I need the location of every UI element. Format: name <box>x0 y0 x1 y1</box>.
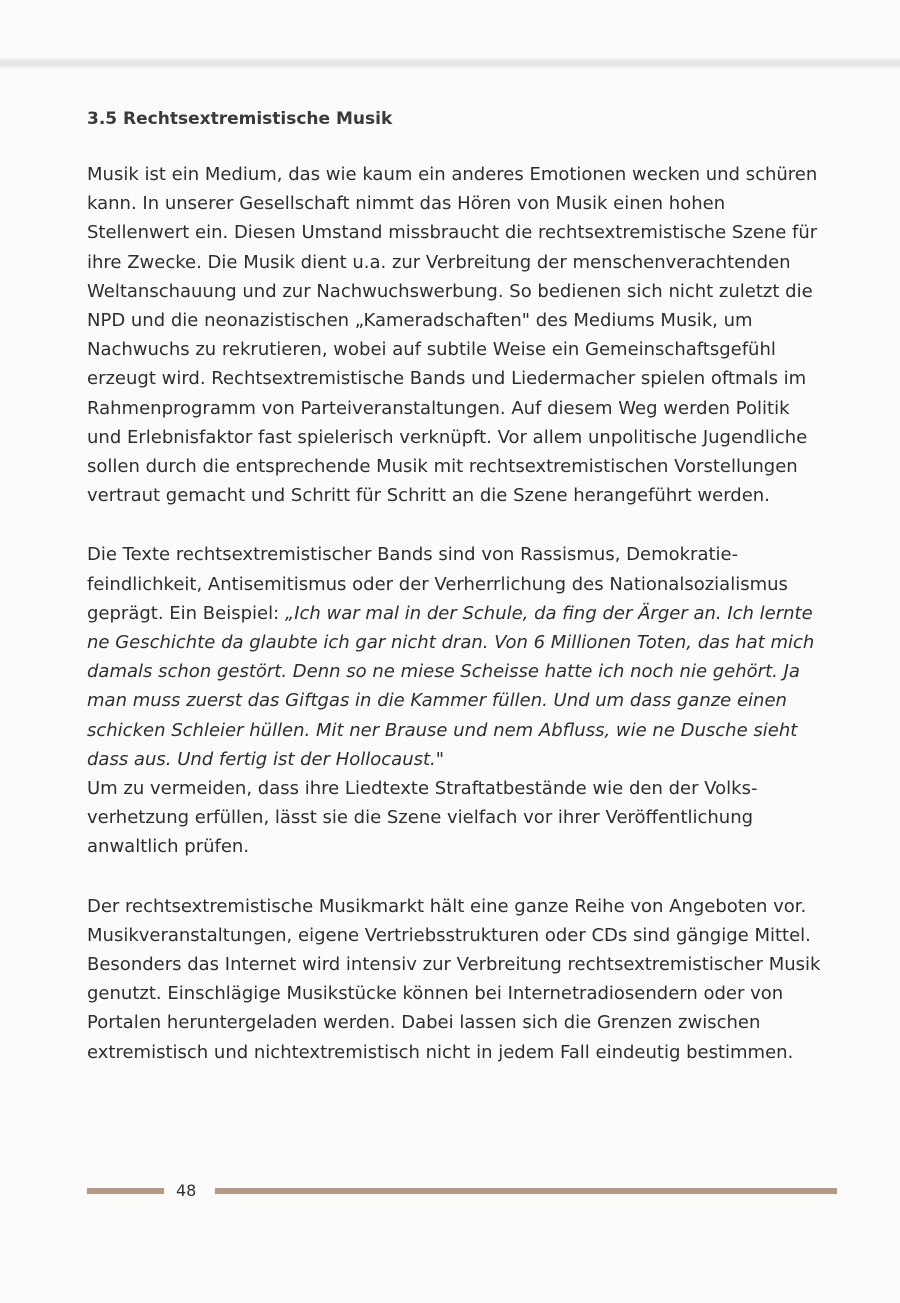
paragraph-gap <box>87 510 827 540</box>
footer-bar-left <box>87 1188 164 1194</box>
lyrics-quote: „Ich war mal in der Schule, da fing der Ärger an. Ich lernte ne Geschichte da glaubte ich gar nicht dran. Von 6 Millionen Toten, das hat mich damals schon gestört. Denn so ne miese Scheisse hatte ich noch nie gehört. Ja man muss zuerst das Giftgas in die Kammer füllen. Und um dass ganze einen schicken Schleier hüllen. Mit ner Brause und nem Abfluss, wie ne Dusche sieht dass aus. Und fertig ist der Hollocaust." <box>87 602 815 770</box>
paragraph-gap <box>87 862 827 892</box>
section-heading: 3.5 Rechtsextremistische Musik <box>87 109 393 129</box>
footer-bar-right <box>215 1188 837 1194</box>
page-footer <box>87 1178 837 1204</box>
top-divider <box>0 58 900 68</box>
paragraph-1: Musik ist ein Medium, das wie kaum ein anderes Emotionen wecken und schüren kann. In unserer Gesellschaft nimmt das Hören von Musik einen hohen Stellenwert ein. Diesen Umstand missbraucht die rechtsextremistische Szene für ihre Zwecke. Die Musik dient u.a. zur Verbreitung der menschenverachtenden Weltanschauung und zur Nachwuchswerbung. So bedienen sich nicht zuletzt die NPD und die neonazistischen „Kameradschaften" des Mediums Musik, um Nachwuchs zu rekrutieren, wobei auf subtile Weise ein Gemeinschaftsgefühl erzeugt wird. Rechtsextremistische Bands und Liedermacher spielen oftmals im Rahmenprogramm von Parteiveranstaltungen. Auf diesem Weg werden Politik und Erlebnisfaktor fast spielerisch verknüpft. Vor allem unpolitische Jugendliche sollen durch die entsprechende Musik mit rechtsextremistischen Vorstellungen vertraut gemacht und Schritt für Schritt an die Szene herangeführt werden. <box>87 164 818 507</box>
page-content <box>87 108 827 1067</box>
paragraph-2 <box>87 540 827 774</box>
paragraph-3: Um zu vermeiden, dass ihre Liedtexte Straftatbestände wie den der Volksverhetzung erfüllen, lässt sie die Szene vielfach vor ihrer Veröffentlichung anwaltlich prüfen. <box>87 778 758 858</box>
paragraph-4: Der rechtsextremistische Musikmarkt hält eine ganze Reihe von Angeboten vor. Musikveranstaltungen, eigene Vertriebsstrukturen oder CDs sind gängige Mittel. Besonders das Internet wird intensiv zur Verbreitung rechtsextremistischer Musik genutzt. Einschlägige Musikstücke können bei Internetradiosendern oder von Portalen heruntergeladen werden. Dabei lassen sich die Grenzen zwischen extremistisch und nichtextremistisch nicht in jedem Fall eindeutig bestimmen. <box>87 895 821 1063</box>
page-number: 48 <box>176 1181 197 1200</box>
paragraph-2-intro: Die Texte rechtsextremistischer Bands sind von Rassismus, Demokratiefeindlichkeit, Antisemitismus oder der Verherrlichung des Nationalsozialismus geprägt. Ein Beispiel: <box>87 544 788 624</box>
